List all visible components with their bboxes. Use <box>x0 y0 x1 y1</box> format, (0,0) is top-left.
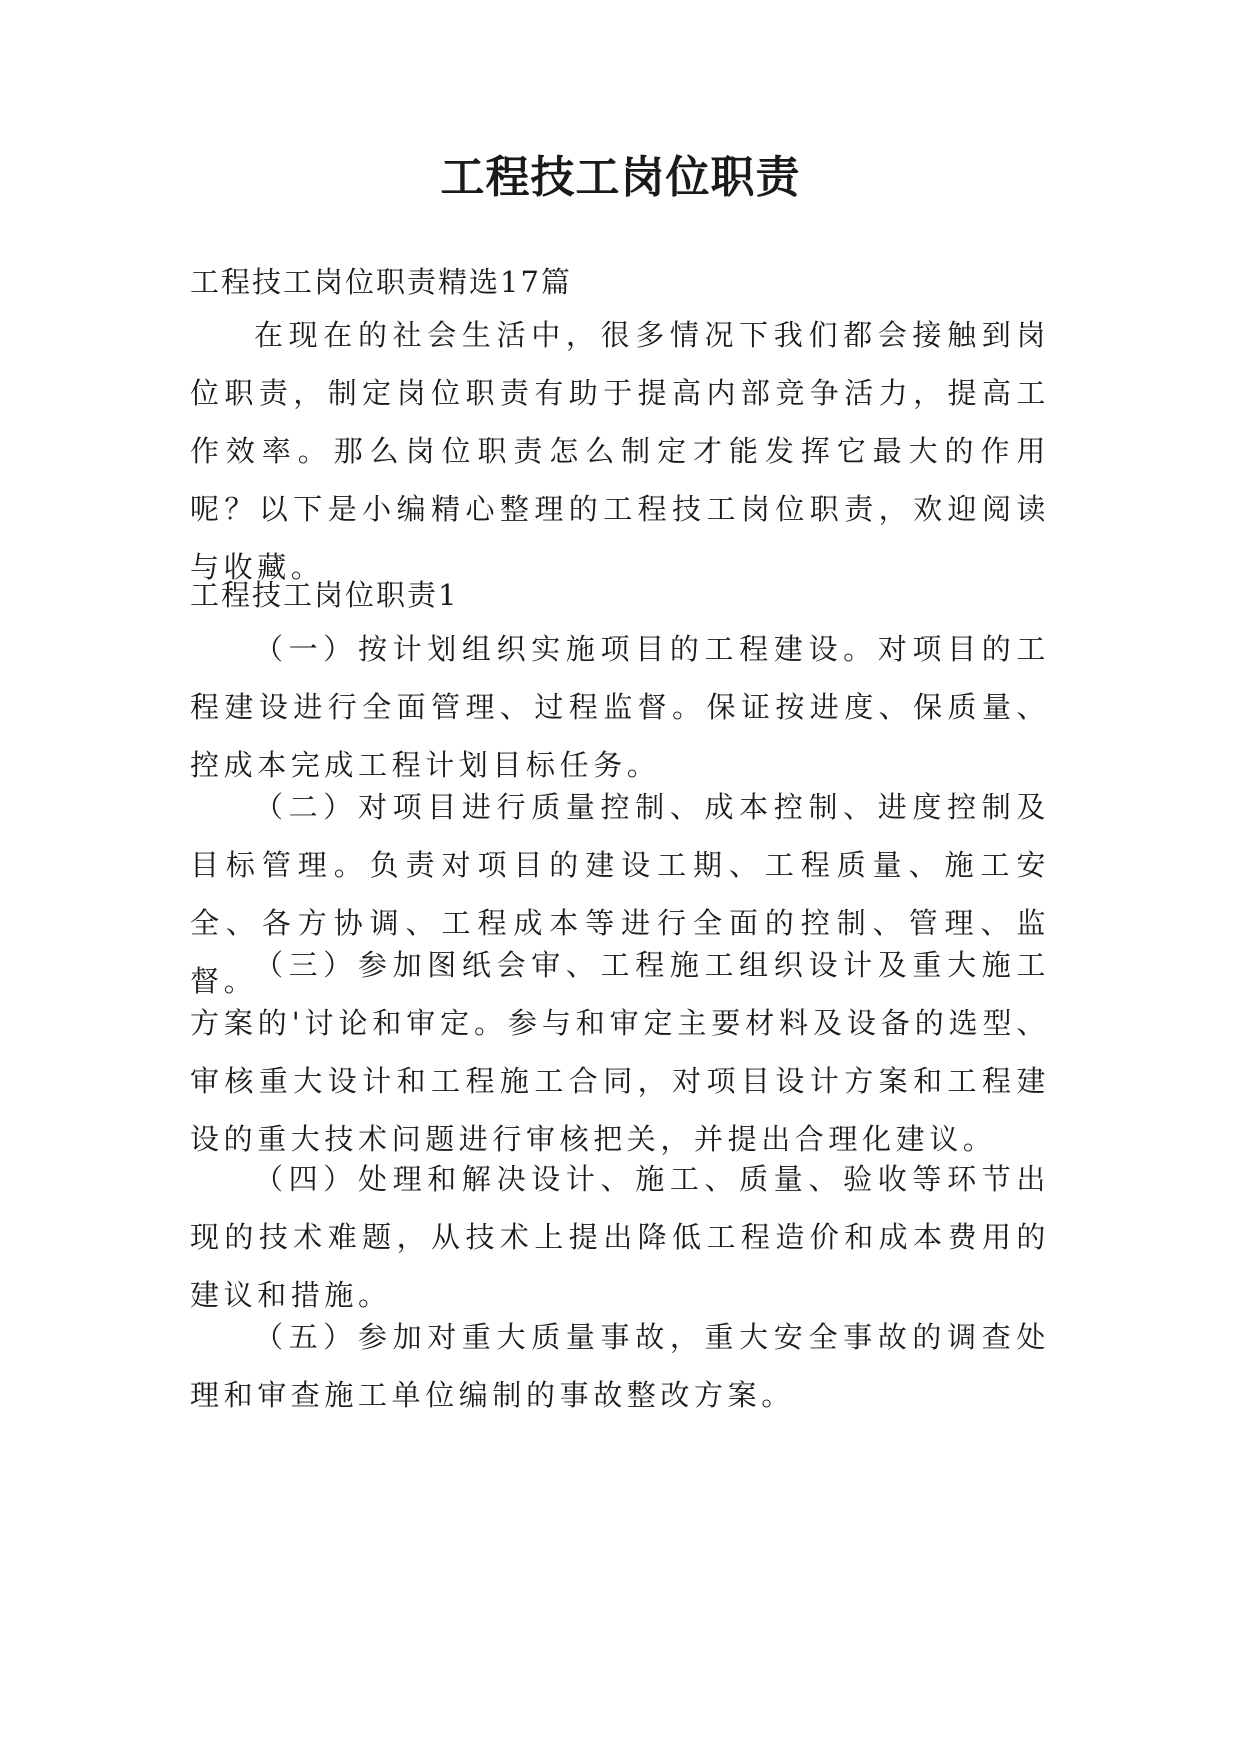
intro-paragraph: 在现在的社会生活中，很多情况下我们都会接触到岗位职责，制定岗位职责有助于提高内部竞争活力，提高工作效率。那么岗位职责怎么制定才能发挥它最大的作用呢？以下是小编精心整理的工程技工岗位职责，欢迎阅读与收藏。 <box>190 318 1050 584</box>
duty-item-3: （三）参加图纸会审、工程施工组织设计及重大施工方案的'讨论和审定。参与和审定主要材料及设备的选型、审核重大设计和工程施工合同，对项目设计方案和工程建设的重大技术问题进行审核把关，并提出合理化建议。 <box>190 948 1050 1156</box>
document-subtitle: 工程技工岗位职责精选17篇 <box>190 265 572 299</box>
duty-item-4: （四）处理和解决设计、施工、质量、验收等环节出现的技术难题，从技术上提出降低工程造价和成本费用的建议和措施。 <box>190 1162 1050 1312</box>
duty-item-1: （一）按计划组织实施项目的工程建设。对项目的工程建设进行全面管理、过程监督。保证按进度、保质量、控成本完成工程计划目标任务。 <box>190 632 1050 782</box>
section-heading: 工程技工岗位职责1 <box>190 578 459 612</box>
duty-item-2: （二）对项目进行质量控制、成本控制、进度控制及目标管理。负责对项目的建设工期、工程质量、施工安全、各方协调、工程成本等进行全面的控制、管理、监督。 <box>190 790 1050 998</box>
document-title: 工程技工岗位职责 <box>440 152 801 203</box>
duty-item-5: （五）参加对重大质量事故，重大安全事故的调查处理和审查施工单位编制的事故整改方案。 <box>190 1320 1050 1412</box>
